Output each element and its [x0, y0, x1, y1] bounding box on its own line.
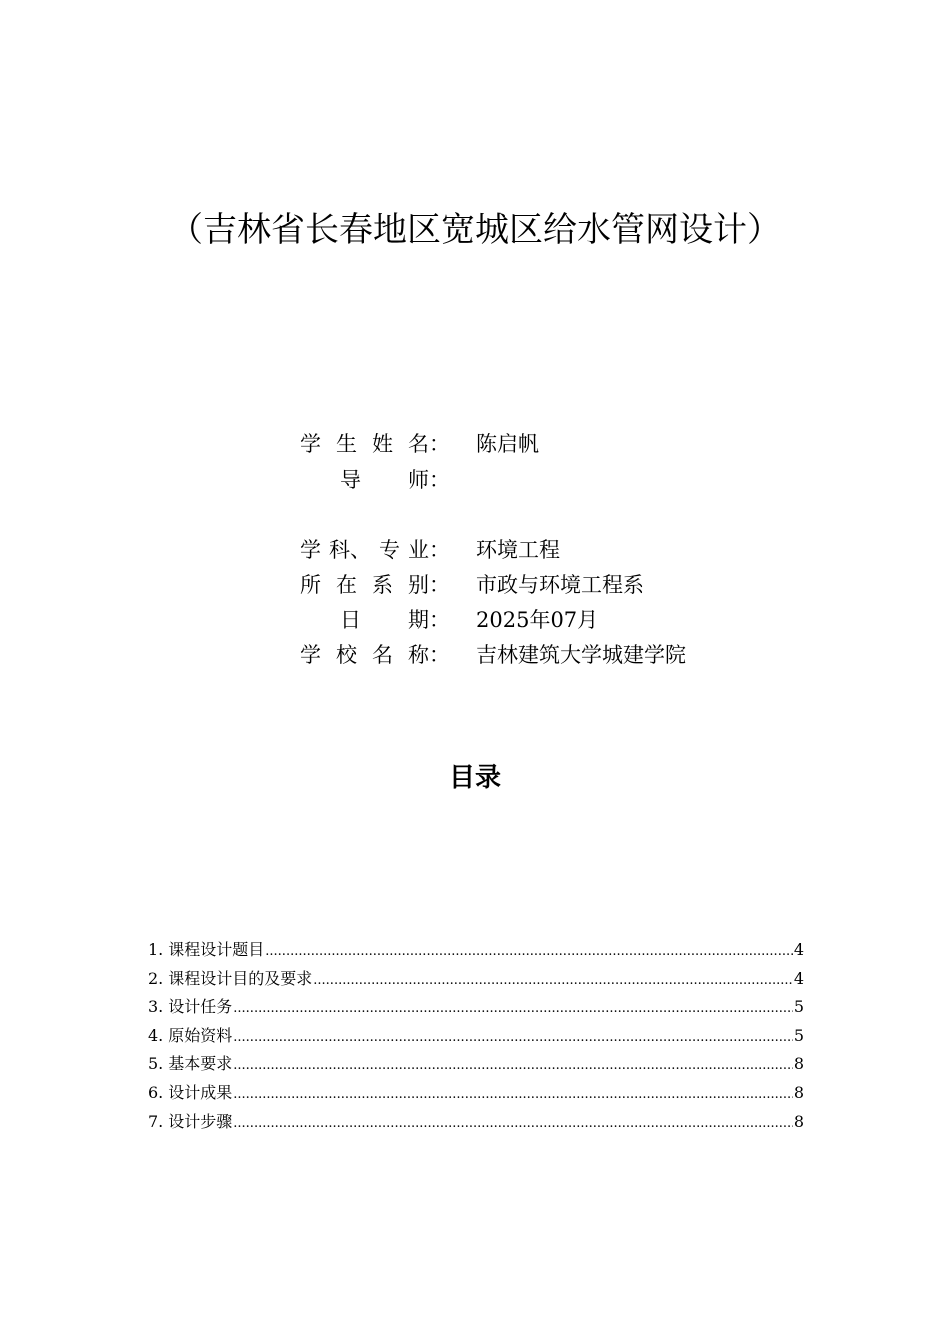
info-value-school: 吉林建筑大学城建学院 — [476, 643, 686, 667]
toc-item[interactable] — [148, 936, 804, 965]
info-label — [300, 428, 450, 460]
toc-item-number: 6. — [148, 1082, 164, 1102]
info-value-department: 市政与环境工程系 — [476, 573, 644, 597]
label-char: 姓 — [372, 432, 393, 456]
toc-title: 目录 — [448, 763, 501, 793]
label-char: 名 — [372, 643, 393, 667]
info-row-school — [300, 639, 686, 671]
toc-item-page: 5 — [793, 997, 804, 1017]
toc-item-page: 8 — [793, 1111, 804, 1131]
toc-item-page: 4 — [793, 940, 804, 959]
label-char: 师： — [408, 468, 450, 492]
toc-item-text: 课程设计目的及要求 — [168, 968, 313, 988]
info-row-department — [300, 569, 644, 601]
document-title: （吉林省长春地区宽城区给水管网设计） — [169, 210, 781, 250]
label-char: 生 — [336, 432, 357, 456]
toc-item-number: 1. — [148, 940, 164, 959]
label-char: 别： — [408, 573, 450, 597]
toc-item-page: 5 — [793, 1025, 804, 1045]
label-char: 专 — [379, 538, 400, 562]
toc-item[interactable] — [148, 965, 804, 994]
label-char: 所 — [300, 573, 321, 597]
info-label — [300, 569, 450, 601]
toc-item[interactable] — [148, 1079, 804, 1108]
label-char: 日 — [340, 608, 361, 632]
toc-item[interactable] — [148, 1022, 804, 1051]
label-char: 科、 — [329, 538, 371, 562]
label-char: 学 — [300, 432, 321, 456]
toc-leader-dots — [233, 1022, 793, 1053]
toc-leader-dots — [233, 1050, 793, 1081]
toc-item-text: 设计步骤 — [168, 1111, 233, 1131]
toc-leader-dots — [233, 993, 793, 1024]
toc-leader-dots — [233, 1079, 793, 1110]
info-label — [300, 639, 450, 671]
toc-item-number: 5. — [148, 1054, 164, 1074]
toc-item-number: 2. — [148, 968, 164, 988]
label-char: 学 — [300, 643, 321, 667]
toc-item-text: 设计任务 — [168, 997, 233, 1017]
info-row-advisor — [300, 464, 476, 496]
toc-item-text: 基本要求 — [168, 1054, 233, 1074]
toc-leader-dots — [233, 1108, 793, 1139]
toc-item-page: 8 — [793, 1054, 804, 1074]
label-char: 在 — [336, 573, 357, 597]
toc-item-text: 课程设计题目 — [168, 940, 265, 959]
info-row-major — [300, 534, 560, 566]
info-value-major: 环境工程 — [476, 538, 560, 562]
info-row-student-name — [300, 428, 539, 460]
toc-leader-dots — [265, 936, 793, 967]
toc-item-number: 7. — [148, 1111, 164, 1131]
info-label — [300, 604, 450, 636]
label-char: 校 — [336, 643, 357, 667]
toc-item-number: 4. — [148, 1025, 164, 1045]
toc-item-page: 8 — [793, 1082, 804, 1102]
label-char: 业： — [408, 538, 450, 562]
label-char: 称： — [408, 643, 450, 667]
info-value-date: 2025年07月 — [476, 608, 599, 632]
info-row-date — [300, 604, 598, 636]
label-char: 名： — [408, 432, 450, 456]
info-label — [300, 464, 450, 496]
toc-item[interactable] — [148, 1108, 804, 1137]
toc-item-page: 4 — [793, 968, 804, 988]
label-char: 导 — [340, 468, 361, 492]
info-value-student-name: 陈启帆 — [476, 432, 539, 456]
label-char: 期： — [408, 608, 450, 632]
toc-item-text: 原始资料 — [168, 1025, 233, 1045]
toc-item[interactable] — [148, 1050, 804, 1079]
toc-list — [148, 936, 804, 1136]
toc-item-text: 设计成果 — [168, 1082, 233, 1102]
toc-leader-dots — [313, 965, 793, 996]
toc-item[interactable] — [148, 993, 804, 1022]
toc-item-number: 3. — [148, 997, 164, 1017]
label-char: 系 — [372, 573, 393, 597]
label-char: 学 — [300, 538, 321, 562]
info-label — [300, 534, 450, 566]
